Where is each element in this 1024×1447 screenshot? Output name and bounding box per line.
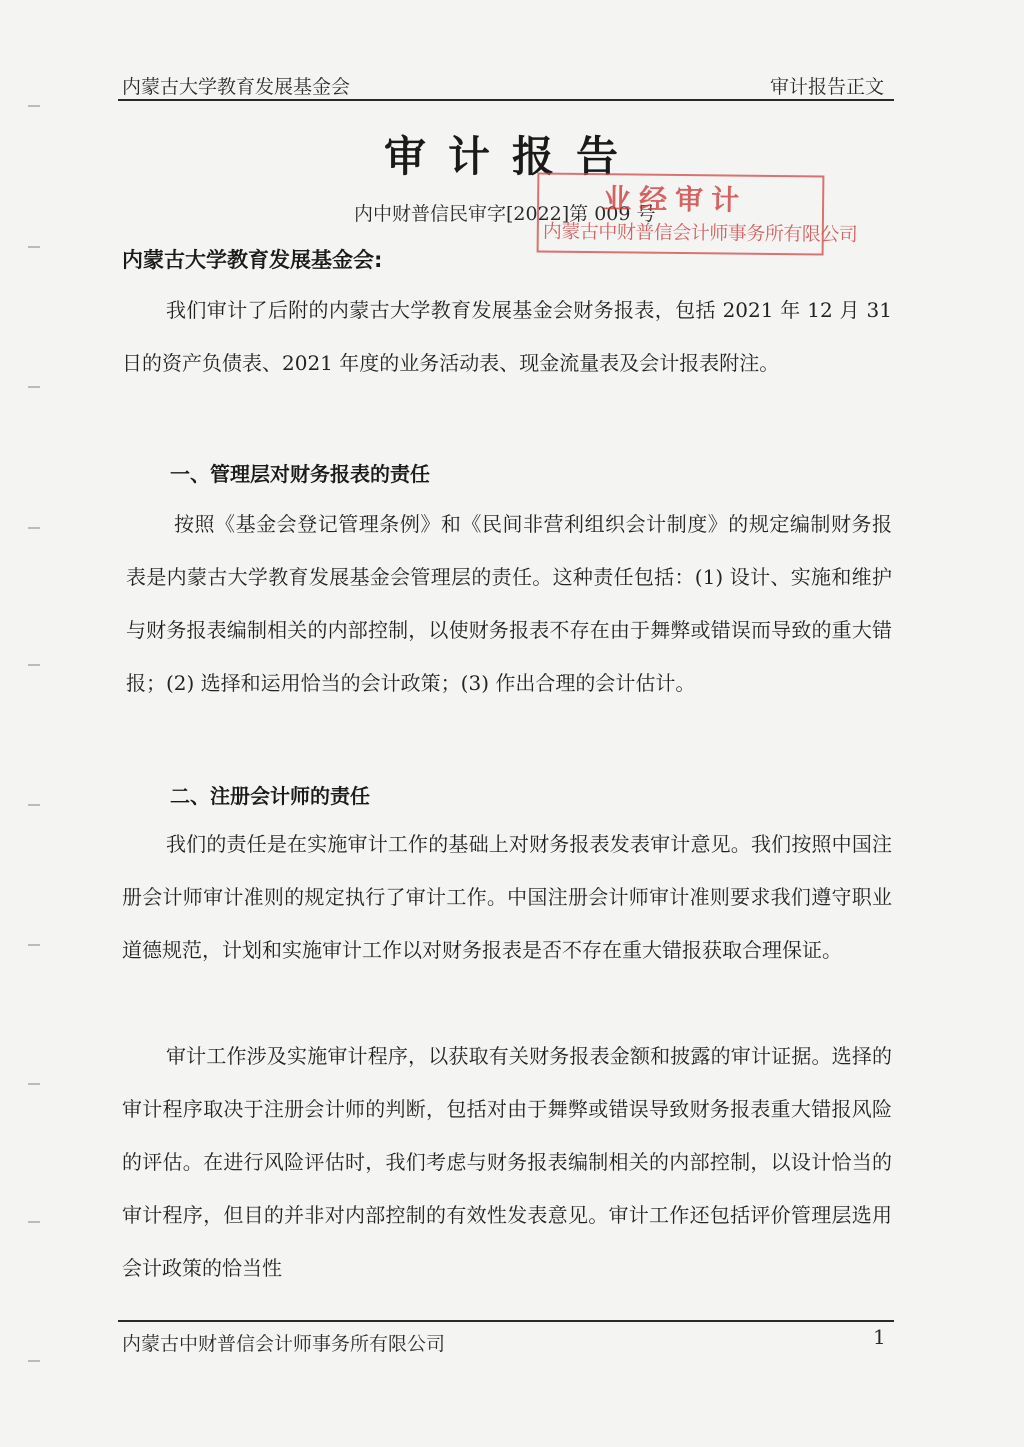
section-2-paragraph-1: 我们的责任是在实施审计工作的基础上对财务报表发表审计意见。我们按照中国注册会计师审计准则的规定执行了审计工作。中国注册会计师审计准则要求我们遵守职业道德规范，计划和实施审计工作以对财务报表是否不存在重大错报获取合理保证。 (122, 832, 892, 962)
section-1-paragraph: 按照《基金会登记管理条例》和《民间非营利组织会计制度》的规定编制财务报表是内蒙古大学教育发展基金会管理层的责任。这种责任包括：(1) 设计、实施和维护与财务报表编制相关的内部控制，以使财务报表不存在由于舞弊或错误而导致的重大错报；(2) 选择和运用恰当的会计政策；(3) 作出合理的会计估计。 (126, 512, 892, 695)
footer-firm: 内蒙古中财普信会计师事务所有限公司 (122, 1333, 446, 1355)
edge-mark (28, 105, 40, 107)
page-number: 1 (873, 1325, 886, 1349)
audit-stamp (537, 172, 858, 255)
section-2-heading: 二、注册会计师的责任 (170, 784, 370, 808)
stamp-line-1: 业经审计 (602, 182, 748, 217)
edge-mark (28, 246, 40, 248)
header-doc-type: 审计报告正文 (769, 76, 884, 98)
addressee: 内蒙古大学教育发展基金会: (122, 248, 383, 272)
edge-mark (28, 1221, 40, 1223)
edge-mark (28, 664, 40, 666)
edge-mark (28, 804, 40, 806)
section-2-paragraph-2: 审计工作涉及实施审计程序，以获取有关财务报表金额和披露的审计证据。选择的审计程序取决于注册会计师的判断，包括对由于舞弊或错误导致财务报表重大错报风险的评估。在进行风险评估时，我们考虑与财务报表编制相关的内部控制，以设计恰当的审计程序，但目的并非对内部控制的有效性发表意见。审计工作还包括评价管理层选用会计政策的恰当性 (122, 1044, 892, 1280)
section-1-heading: 一、管理层对财务报表的责任 (170, 462, 430, 486)
edge-mark (28, 527, 40, 529)
page-header (122, 70, 892, 100)
page-title: 审计报告 (383, 132, 640, 181)
header-org: 内蒙古大学教育发展基金会 (122, 76, 351, 98)
edge-mark (28, 1360, 40, 1362)
edge-mark (28, 944, 40, 946)
intro-paragraph: 我们审计了后附的内蒙古大学教育发展基金会财务报表，包括 2021 年 12 月 31 日的资产负债表、2021 年度的业务活动表、现金流量表及会计报表附注。 (122, 298, 892, 375)
edge-mark (28, 386, 40, 388)
header-divider (118, 99, 894, 101)
stamp-line-2: 内蒙古中财普信会计师事务所有限公司 (542, 220, 858, 246)
edge-mark (28, 1083, 40, 1085)
footer-divider (118, 1320, 894, 1322)
document-number: 内中财普信民审字[2022]第 009 号 (354, 203, 656, 225)
